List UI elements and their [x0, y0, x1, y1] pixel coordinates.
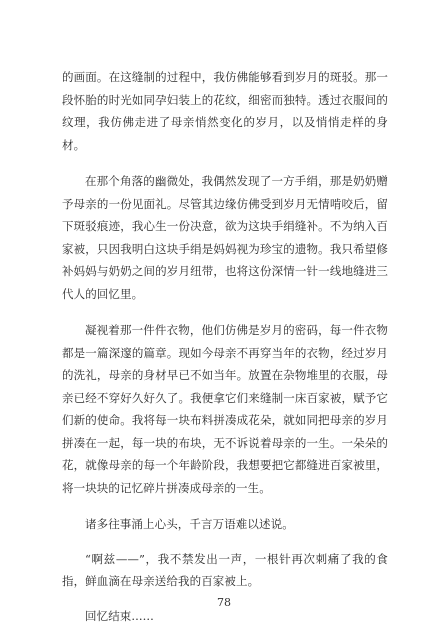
body-text [62, 66, 388, 641]
paragraph-4: 诸多往事涌上心头，千言万语难以述说。 [85, 517, 294, 531]
page-number: 78 [217, 596, 231, 609]
paragraph-2: 在那个角落的幽微处，我偶然发现了一方手绢，那是奶奶赠予母亲的一份见面礼。尽管其边缘仿佛受到岁月无情啃咬后，留下斑驳痕迹，我心生一份决意，欲为这块手绢缝补。不为纳入百家被，只因我明白这块手绢是妈妈视为珍宝的遗物。我只希望修补妈妈与奶奶之间的岁月纽带，也将这份深情一针一线地缝进三代人的回忆里。 [62, 174, 388, 301]
paragraph-1: 的画面。在这缝制的过程中，我仿佛能够看到岁月的斑驳。那一段怀胎的时光如同孕妇装上的花纹，细密而独特。透过衣服间的纹理，我仿佛走进了母亲悄然变化的岁月，以及悄悄走样的身材。 [62, 70, 388, 152]
paragraph-6: 回忆结束...... [85, 608, 154, 623]
paragraph-3: 凝视着那一件件衣物，他们仿佛是岁月的密码，每一件衣物都是一篇深邃的篇章。现如今母亲不再穿当年的衣物，经过岁月的洗礼，母亲的身材早已不如当年。放置在杂物堆里的衣服，母亲已经不穿好久好久了。我便拿它们来缝制一床百家被，赋予它们新的使命。我将每一块布料拼凑成花朵，就如同把母亲的岁月拼凑在一起，每一块的布块，无不诉说着母亲的一生。一朵朵的花，就像母亲的每一个年龄阶段，我想要把它都缝进百家被里，将一块块的记忆碎片拼凑成母亲的一生。 [62, 323, 388, 495]
paragraph-5: “啊兹——”，我不禁发出一声，一根针再次刺痛了我的食指，鲜血滴在母亲送给我的百家被上。 [62, 551, 388, 588]
